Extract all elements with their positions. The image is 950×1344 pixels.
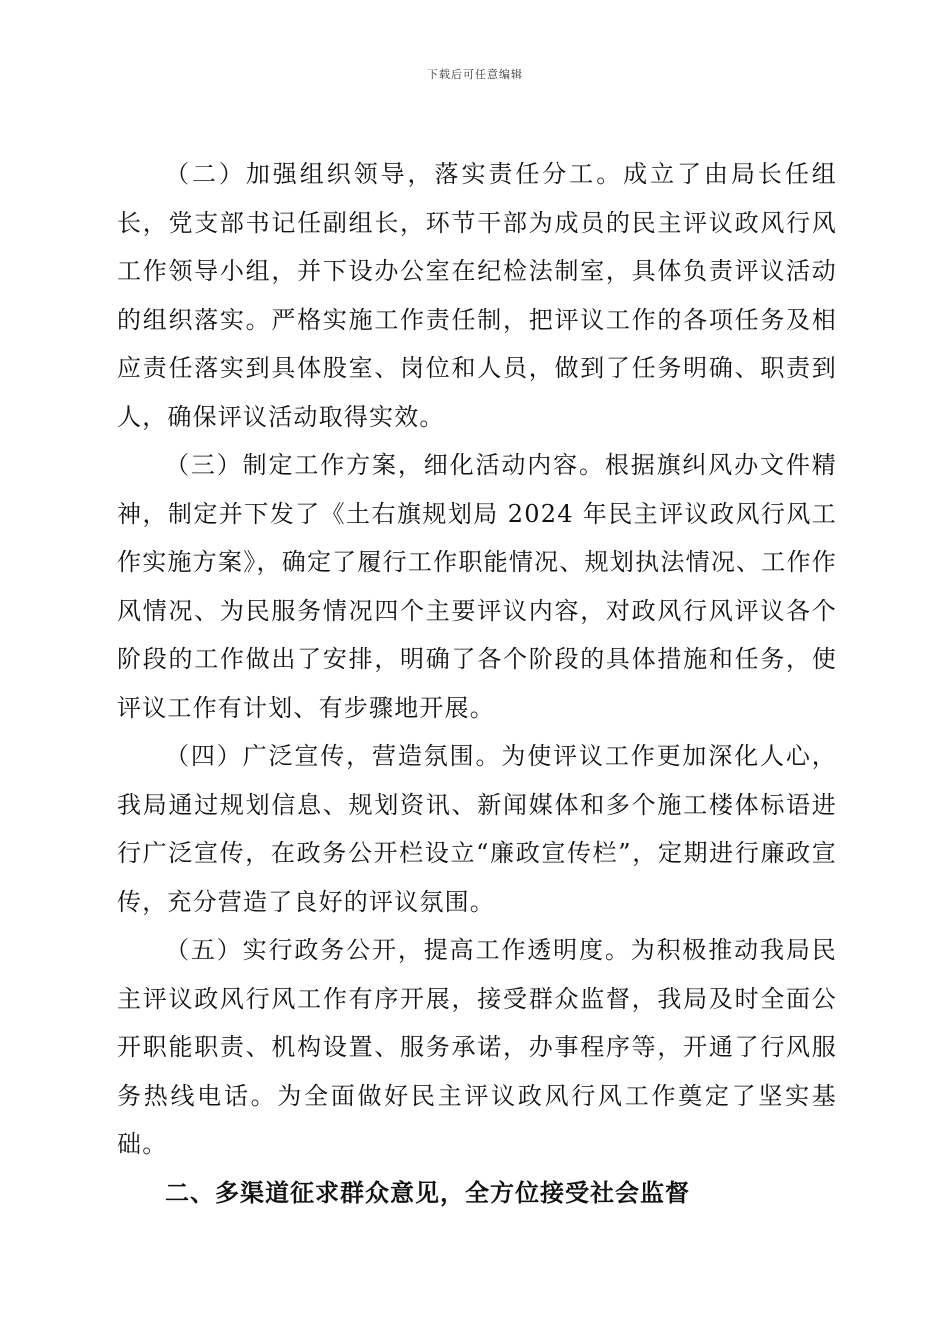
paragraph-three: （三）制定工作方案，细化活动内容。根据旗纠风办文件精神，制定并下发了《土右旗规划局 2024 年民主评议政风行风工作实施方案》，确定了履行工作职能情况、规划执法情况、工作作风情况、为民服务情况四个主要评议内容，对政风行风评议各个阶段的工作做出了安排，明确了各个阶段的具体措施和任务，使评议工作有计划、有步骤地开展。 bbox=[117, 451, 837, 722]
paragraph-two: （二）加强组织领导，落实责任分工。成立了由局长任组长，党支部书记任副组长，环节干部为成员的民主评议政风行风工作领导小组，并下设办公室在纪检法制室，具体负责评议活动的组织落实。严格实施工作责任制，把评议工作的各项任务及相应责任落实到具体股室、岗位和人员，做到了任务明确、职责到人，确保评议活动取得实效。 bbox=[117, 160, 837, 431]
paragraph-five: （五）实行政务公开，提高工作透明度。为积极推动我局民主评议政风行风工作有序开展，接受群众监督，我局及时全面公开职能职责、机构设置、服务承诺，办事程序等，开通了行风服务热线电话。为全面做好民主评议政风行风工作奠定了坚实基础。 bbox=[117, 936, 837, 1158]
section-heading: 二、多渠道征求群众意见，全方位接受社会监督 bbox=[165, 1178, 690, 1207]
document-body bbox=[117, 150, 837, 1217]
paragraph-four: （四）广泛宣传，营造氛围。为使评议工作更加深化人心，我局通过规划信息、规划资讯、新闻媒体和多个施工楼体标语进行广泛宣传，在政务公开栏设立“廉政宣传栏”，定期进行廉政宣传，充分营造了良好的评议氛围。 bbox=[117, 742, 837, 916]
header-note: 下载后可任意编辑 bbox=[427, 68, 523, 81]
